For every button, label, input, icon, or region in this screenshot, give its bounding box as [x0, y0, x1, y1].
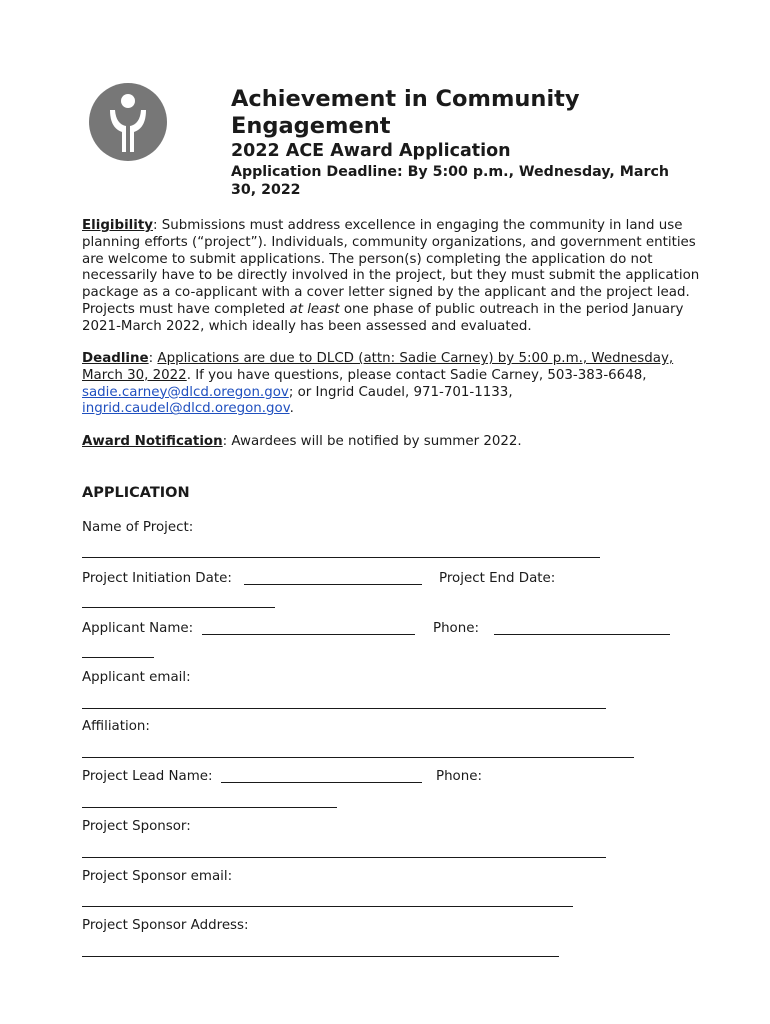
deadline-sep: : — [148, 351, 158, 366]
phone-field[interactable] — [494, 634, 670, 635]
initiation-date-label: Project Initiation Date: — [82, 571, 232, 586]
sponsor-address-field[interactable] — [82, 956, 559, 957]
applicant-email-field[interactable] — [82, 708, 606, 709]
sponsor-address-label: Project Sponsor Address: — [82, 918, 249, 933]
sponsor-email-label: Project Sponsor email: — [82, 869, 233, 884]
application-deadline: Application Deadline: By 5:00 p.m., Wednesday, March 30, 2022 — [231, 164, 669, 198]
eligibility-label: Eligibility — [82, 218, 153, 233]
phone-label: Phone: — [433, 621, 479, 636]
award-paragraph — [82, 434, 712, 451]
eligibility-emphasis: at least — [289, 301, 340, 317]
sponsor-email-field[interactable] — [82, 906, 573, 907]
affiliation-field[interactable] — [82, 757, 634, 758]
lead-phone-field[interactable] — [82, 807, 337, 808]
email-link-ingrid[interactable]: ingrid.caudel@dlcd.oregon.gov — [82, 401, 290, 417]
eligibility-text-b: one phase of public outreach in the period January 2021-March 2022, which ideally has been assessed and evaluated. — [82, 301, 684, 334]
deadline-underlined: Applications are due to DLCD (attn: Sadie Carney) by 5:00 p.m., Wednesday, March 30, 2022 — [82, 351, 674, 383]
page-subtitle: 2022 ACE Award Application — [231, 141, 511, 161]
award-label: Award Notification — [82, 434, 223, 449]
sponsor-field[interactable] — [82, 857, 606, 858]
dlcd-logo-icon — [88, 82, 168, 162]
sponsor-label: Project Sponsor: — [82, 819, 191, 834]
project-name-field[interactable] — [82, 557, 600, 558]
phone-field-continued[interactable] — [82, 657, 154, 658]
project-lead-field[interactable] — [221, 782, 422, 783]
lead-phone-label: Phone: — [436, 769, 482, 784]
applicant-name-field[interactable] — [202, 634, 415, 635]
project-name-label: Name of Project: — [82, 520, 194, 535]
award-text: : Awardees will be notified by summer 2022. — [222, 434, 522, 449]
deadline-end: . — [289, 401, 294, 417]
page-title: Achievement in Community Engagement — [231, 86, 580, 139]
eligibility-paragraph — [82, 218, 712, 336]
end-date-field[interactable] — [82, 607, 275, 608]
end-date-label: Project End Date: — [439, 571, 556, 586]
initiation-date-field[interactable] — [244, 584, 422, 585]
deadline-label: Deadline — [82, 351, 149, 366]
email-link-sadie[interactable]: sadie.carney@dlcd.oregon.gov — [82, 384, 289, 400]
deadline-paragraph — [82, 351, 712, 418]
eligibility-text-a: : Submissions must address excellence in engaging the community in land use planning efforts (“project”). Individuals, community organizations, and government entities are welcome to submit applications. The person(s) completing the application do not necessarily have to be directly involved in the project, but they must submit the application package as a co-applicant with a cover letter signed by the applicant and the project lead. Projects must have completed — [82, 218, 700, 317]
affiliation-label: Affiliation: — [82, 719, 150, 734]
applicant-email-label: Applicant email: — [82, 670, 191, 685]
project-lead-label: Project Lead Name: — [82, 769, 213, 784]
deadline-text2: ; or Ingrid Caudel, 971-701-1133, — [288, 384, 513, 400]
application-heading: APPLICATION — [82, 485, 190, 501]
deadline-text: . If you have questions, please contact Sadie Carney, 503-383-6648, — [186, 367, 647, 383]
applicant-name-label: Applicant Name: — [82, 621, 194, 636]
